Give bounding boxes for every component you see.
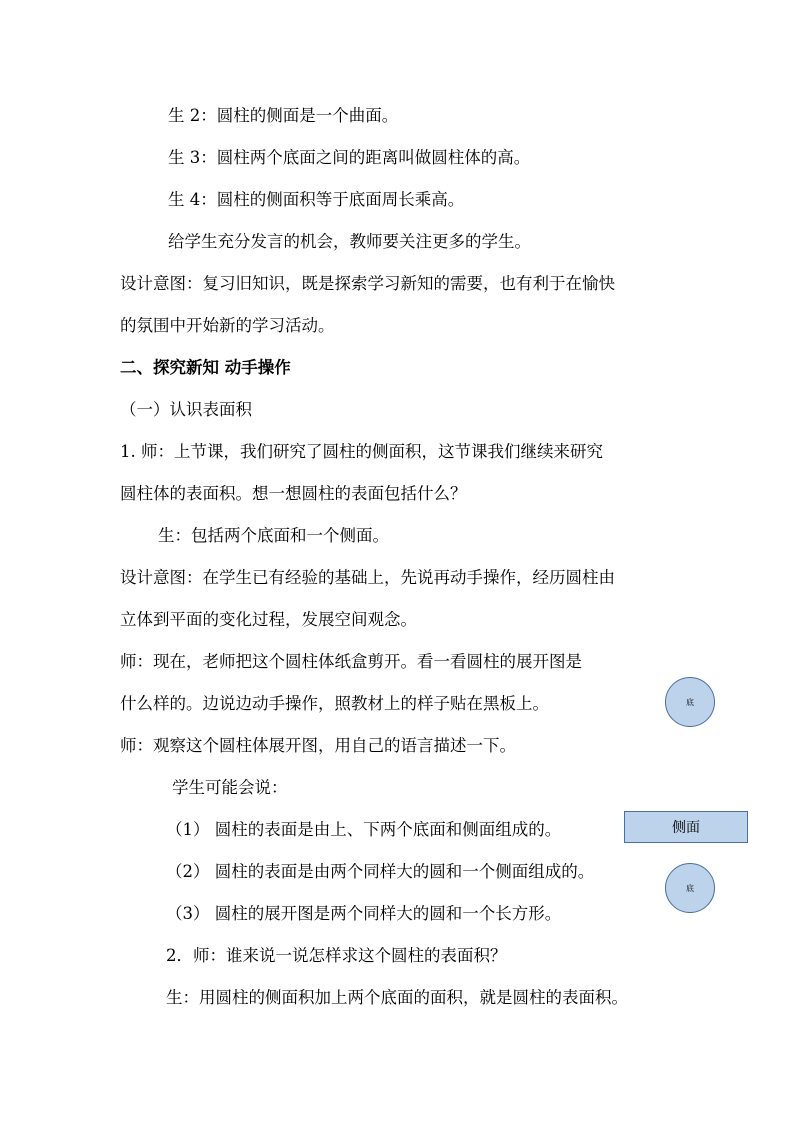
side-label: 侧面 [672, 820, 700, 836]
side-rectangle [624, 811, 748, 843]
teacher-demo-line-1: 师：现在，老师把这个圆柱体纸盒剪开。看一看圆柱的展开图是 [120, 652, 582, 671]
subsection-heading: （一）认识表面积 [120, 400, 252, 419]
answer-item-1: （1） 圆柱的表面是由上、下两个底面和侧面组成的。 [166, 820, 562, 839]
teacher-question-2: 2．师：谁来说一说怎样求这个圆柱的表面积？ [166, 946, 507, 965]
teaching-note: 给学生充分发言的机会，教师要关注更多的学生。 [168, 232, 531, 251]
teacher-question-1-line-1: 1. 师：上节课，我们研究了圆柱的侧面积，这节课我们继续来研究 [120, 442, 603, 461]
bottom-base-label: 底 [686, 883, 694, 893]
student-answer: 生：包括两个底面和一个侧面。 [158, 526, 389, 545]
answer-item-2: （2） 圆柱的表面是由两个同样大的圆和一个侧面组成的。 [166, 862, 595, 881]
student-answer-2: 生：用圆柱的侧面积加上两个底面的面积，就是圆柱的表面积。 [166, 988, 628, 1007]
teacher-demo-line-2: 什么样的。边说边动手操作，照教材上的样子贴在黑板上。 [120, 694, 549, 713]
bottom-base-circle [665, 863, 715, 913]
section-heading: 二、探究新知 动手操作 [120, 358, 291, 377]
teacher-question-1-line-2: 圆柱体的表面积。想一想圆柱的表面包括什么？ [120, 484, 467, 503]
student-2-answer: 生 2：圆柱的侧面是一个曲面。 [168, 106, 399, 125]
design-intent-1-line-2: 的氛围中开始新的学习活动。 [120, 316, 335, 335]
top-base-label: 底 [686, 697, 694, 707]
teacher-observe: 师：观察这个圆柱体展开图，用自己的语言描述一下。 [120, 736, 516, 755]
design-intent-2-line-2: 立体到平面的变化过程，发展空间观念。 [120, 610, 417, 629]
design-intent-2-line-1: 设计意图：在学生已有经验的基础上，先说再动手操作，经历圆柱由 [120, 568, 615, 587]
answer-item-3: （3） 圆柱的展开图是两个同样大的圆和一个长方形。 [166, 904, 562, 923]
students-may-say: 学生可能会说： [172, 778, 288, 797]
design-intent-1-line-1: 设计意图：复习旧知识，既是探索学习新知的需要，也有利于在愉快 [120, 274, 615, 293]
top-base-circle [665, 677, 715, 727]
student-3-answer: 生 3：圆柱两个底面之间的距离叫做圆柱体的高。 [168, 148, 531, 167]
student-4-answer: 生 4：圆柱的侧面积等于底面周长乘高。 [168, 190, 465, 209]
